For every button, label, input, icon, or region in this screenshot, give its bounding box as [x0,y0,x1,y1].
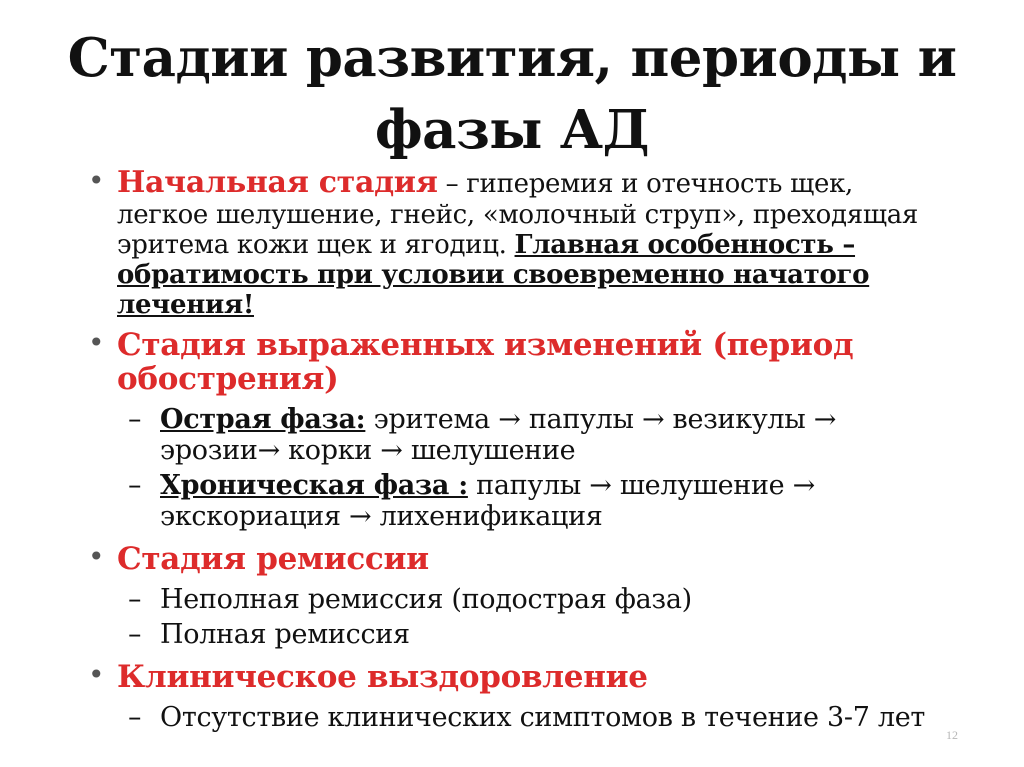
dash-marker: – [128,702,142,733]
sub-item-incomplete-remission [88,584,938,615]
bullet-exacerbation-stage [88,328,938,396]
bullet-initial-stage [88,166,938,320]
section-text: – гиперемия и отечность щек, легкое шелушение, гнейс, «молочный струп», преходящая эритема кожи щек и ягодиц. [117,169,919,260]
bullet-marker: • [88,540,105,573]
section-heading: Стадия выраженных изменений (период обострения) [117,327,854,397]
section-heading: Стадия ремиссии [117,541,429,577]
section-heading: Начальная стадия [117,165,438,200]
dash-marker: – [128,470,142,501]
slide-title: Стадии развития, периоды и фазы АД [67,27,957,161]
bullet-marker: • [88,658,105,691]
sub-item-complete-remission [88,619,938,650]
section-heading: Клиническое выздоровление [117,659,648,695]
sub-item-chronic-phase [88,470,938,532]
bullet-clinical-recovery [88,660,938,694]
bullet-marker: • [88,326,105,359]
section-emphasis: Главная особенность – обратимость при условии своевременно начатого лечения! [117,230,870,320]
sub-item-text: Полная ремиссия [160,619,410,650]
sub-item-text: папулы → шелушение → экскориация → лихенификация [160,470,815,532]
dash-marker: – [128,584,142,615]
bullet-marker: • [88,164,105,197]
sub-item-text: Неполная ремиссия (подострая фаза) [160,584,692,615]
sub-item-label: Острая фаза: [160,404,366,435]
sub-item-text: Отсутствие клинических симптомов в течение 3-7 лет [160,702,926,733]
page-number: 12 [946,728,958,742]
sub-item-text: эритема → папулы → везикулы → эрозии→ корки → шелушение [160,404,837,466]
slide-content [88,166,938,737]
sub-item-no-symptoms [88,702,938,733]
sub-item-acute-phase [88,404,938,466]
dash-marker: – [128,619,142,650]
sub-item-label: Хроническая фаза : [160,470,468,501]
bullet-remission-stage [88,542,938,576]
dash-marker: – [128,404,142,435]
